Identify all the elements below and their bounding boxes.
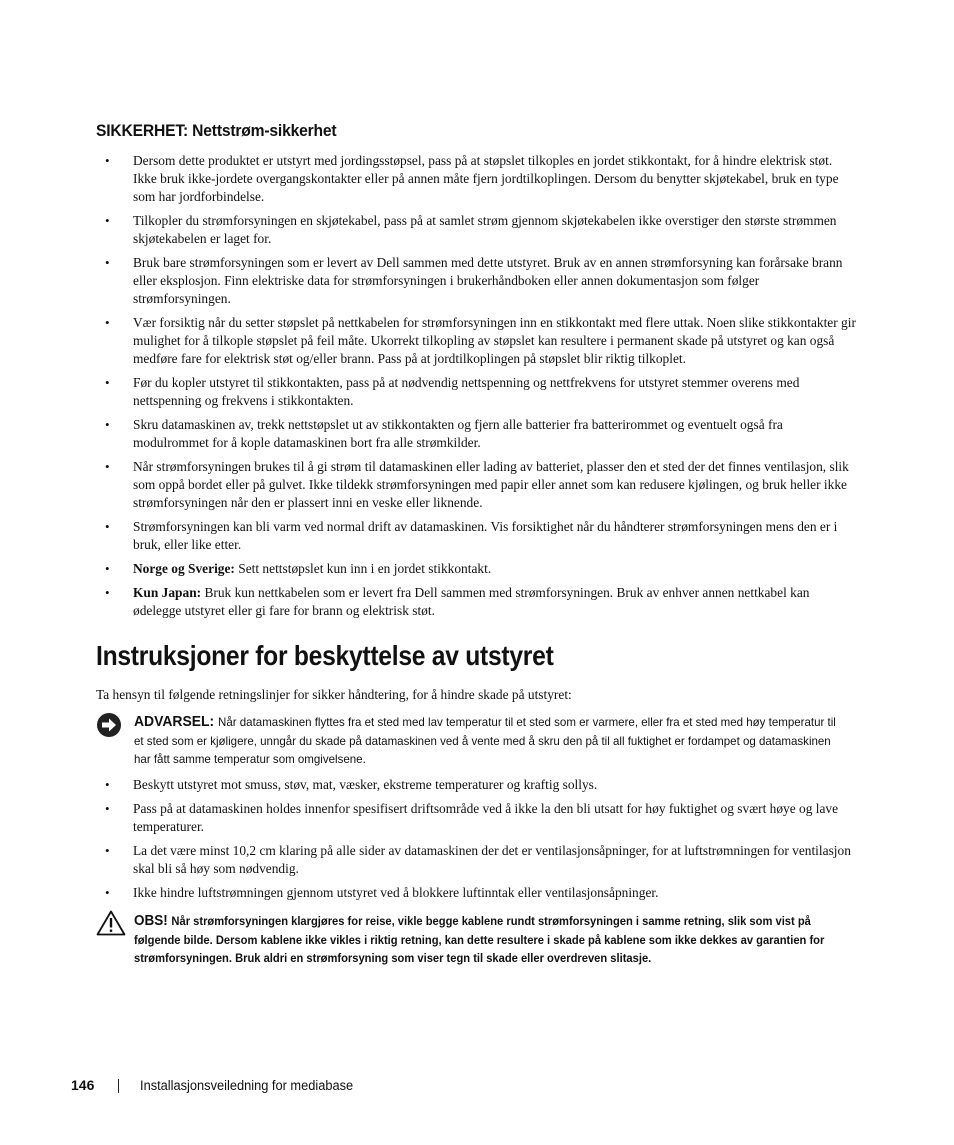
list-item-text: La det være minst 10,2 cm klaring på alle sider av datamaskinen der det er ventilasjonsåpninger, for at luftstrømningen for ventilasjon skal bli så høy som nødvendig. <box>133 843 851 876</box>
bullet-icon: • <box>105 213 110 228</box>
list-item <box>0 254 954 308</box>
bullet-icon: • <box>105 843 110 858</box>
page-number: 146 <box>71 1077 95 1093</box>
list-item-text: Dersom dette produktet er utstyrt med jordingsstøpsel, pass på at støpslet tilkoples en jordet stikkontakt, for å hindre elektrisk støt. Ikke bruk ikke-jordete overgangskontakter eller på annen måte fjern jordtilkoplingen. Dersom du benytter skjøtekabel, bruk en type som har jordforbindelse. <box>133 153 839 204</box>
chapter-title: Instruksjoner for beskyttelse av utstyret <box>96 640 554 671</box>
list-item-text: Vær forsiktig når du setter støpslet på nettkabelen for strømforsyningen inn en stikkontakt med flere uttak. Noen slike stikkontakter gir mulighet for å tilkople støpslet på feil måte. Ukorrekt tilkopling av støpslet kan resultere i permanent skade på utstyret og kan også medføre fare for elektrisk støt og/eller brann. Pass på at jordtilkoplingen på støpslet blir riktig tilkoplet. <box>133 315 856 366</box>
protection-bullet-list <box>0 776 954 908</box>
list-item-text: Når strømforsyningen brukes til å gi strøm til datamaskinen eller lading av batteriet, plasser den et sted der det finnes ventilasjon, slik som oppå bordet eller på gulvet. Ikke tildekk strømforsyningen med papir eller annet som kan redusere kjølingen, og bruk heller ikke strømforsyningen når den er plassert inni en veske eller liknende. <box>133 459 849 510</box>
list-item <box>0 416 954 452</box>
list-item-text: Bruk kun nettkabelen som er levert fra Dell sammen med strømforsyningen. Bruk av enhver annen nettkabel kan ødelegge utstyret eller gi fare for brann og elektrisk støt. <box>133 585 810 618</box>
caution-text-block <box>134 912 859 968</box>
caution-notice <box>96 910 860 970</box>
bullet-icon: • <box>105 519 110 534</box>
bullet-icon: • <box>105 375 110 390</box>
bullet-icon: • <box>105 417 110 432</box>
list-item-text: Bruk bare strømforsyningen som er levert av Dell sammen med dette utstyret. Bruk av en annen strømforsyning kan forårsake brann eller eksplosjon. Finn elektriske data for strømforsyningen i brukerhåndboken eller annen dokumentasjon som følger strømforsyningen. <box>133 255 843 306</box>
list-item <box>0 314 954 368</box>
warning-text-block <box>134 713 844 769</box>
safety-bullet-list <box>0 152 954 626</box>
list-item-text: Ikke hindre luftstrømningen gjennom utstyret ved å blokkere luftinntak eller ventilasjonsåpninger. <box>133 885 659 900</box>
list-item-text: Pass på at datamaskinen holdes innenfor spesifisert driftsområde ved å ikke la den bli utsatt for høy fuktighet og svært høye og lave temperaturer. <box>133 801 839 834</box>
list-item <box>0 842 954 878</box>
list-item-text: Sett nettstøpslet kun inn i en jordet stikkontakt. <box>238 561 492 576</box>
bullet-icon: • <box>105 255 110 270</box>
list-item <box>0 458 954 512</box>
caution-label: OBS! <box>134 913 168 929</box>
bullet-icon: • <box>105 885 110 900</box>
caution-triangle-icon <box>96 910 126 941</box>
warning-notice <box>96 712 860 772</box>
list-item-text: Beskytt utstyret mot smuss, støv, mat, væsker, ekstreme temperaturer og kraftig sollys. <box>133 777 598 792</box>
list-item <box>0 560 954 578</box>
list-item <box>0 584 954 620</box>
bullet-icon: • <box>105 777 110 792</box>
intro-paragraph: Ta hensyn til følgende retningslinjer for sikker håndtering, for å hindre skade på utstyret: <box>96 687 572 702</box>
caution-text: Når strømforsyningen klargjøres for reise, vikle begge kablene rundt strømforsyningen i samme retning, slik som vist på følgende bilde. Dersom kablene ikke vikles i riktig retning, kan dette resultere i skade på kablene som ikke dekkes av garantien for strømforsyningen. Bruk aldri en strømforsyning som viser tegn til skade eller overdreven slitasje. <box>134 914 825 965</box>
list-item <box>0 800 954 836</box>
bullet-icon: • <box>105 801 110 816</box>
list-item-text: Strømforsyningen kan bli varm ved normal drift av datamaskinen. Vis forsiktighet når du håndterer strømforsyningen mens den er i bruk, eller like etter. <box>133 519 838 552</box>
bullet-icon: • <box>105 459 110 474</box>
footer-document-title: Installasjonsveiledning for mediabase <box>140 1078 354 1093</box>
footer-separator <box>118 1079 119 1093</box>
list-item <box>0 776 954 794</box>
list-item-text: Før du kopler utstyret til stikkontakten, pass på at nødvendig nettspenning og nettfrekvens for utstyret stemmer overens med nettspenning og frekvens i stikkontakten. <box>133 375 800 408</box>
bullet-icon: • <box>105 315 110 330</box>
list-item-text: Skru datamaskinen av, trekk nettstøpslet ut av stikkontakten og fjern alle batterier fra batterirommet og eventuelt også fra modulrommet for å kople datamaskinen bort fra alle strømkilder. <box>133 417 783 450</box>
list-item-lead: Norge og Sverige: <box>133 561 235 576</box>
list-item <box>0 374 954 410</box>
list-item <box>0 884 954 902</box>
list-item <box>0 212 954 248</box>
list-item <box>0 152 954 206</box>
notice-arrow-icon <box>96 712 122 743</box>
bullet-icon: • <box>105 561 110 576</box>
list-item <box>0 518 954 554</box>
bullet-icon: • <box>105 585 110 600</box>
warning-label: ADVARSEL: <box>134 714 215 730</box>
bullet-icon: • <box>105 153 110 168</box>
list-item-text: Tilkopler du strømforsyningen en skjøtekabel, pass på at samlet strøm gjennom skjøtekabelen ikke overstiger den største strømmen skjøtekabelen er laget for. <box>133 213 837 246</box>
list-item-lead: Kun Japan: <box>133 585 202 600</box>
section-heading: SIKKERHET: Nettstrøm-sikkerhet <box>96 121 337 140</box>
warning-text: Når datamaskinen flyttes fra et sted med lav temperatur til et sted som er varmere, eller fra et sted med høy temperatur til et sted som er kjøligere, unngår du skade på datamaskinen ved å vente med å skru den på til all fuktighet er fordampet og datamaskinen har fått samme temperatur som omgivelsene. <box>134 715 836 766</box>
